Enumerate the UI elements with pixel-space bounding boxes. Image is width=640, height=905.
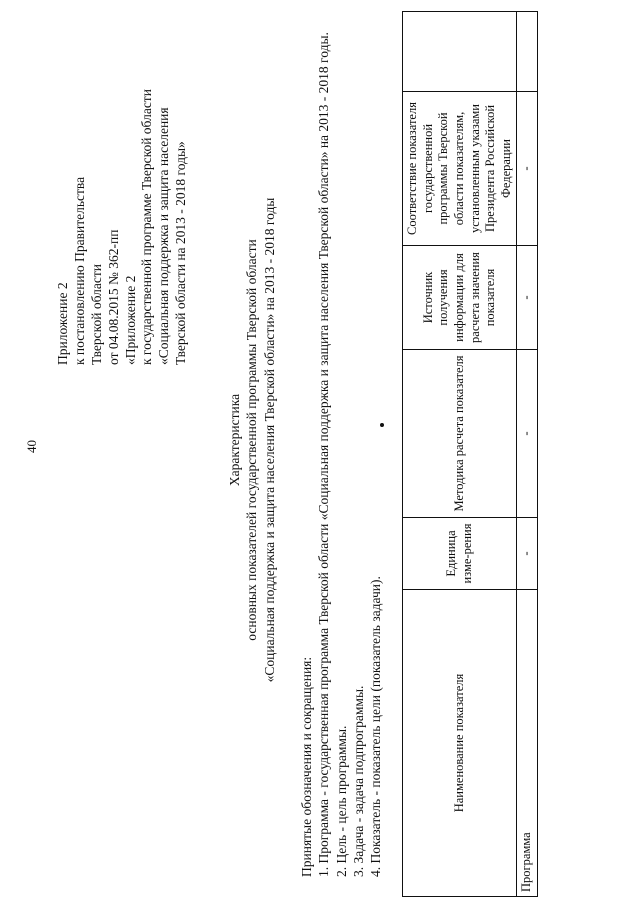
appendix-line: Тверской области: [88, 264, 104, 365]
legend-item: 2. Цель - цель программы.: [333, 725, 349, 877]
legend-item: 1. Программа - государственная программа Тверской области «Социальная поддержка и защита населения Тверской области» на 2013 - 2018 годы.: [316, 32, 332, 877]
row-compliance: -: [517, 92, 538, 246]
legend-intro: Принятые обозначения и сокращения:: [299, 656, 314, 877]
header-compliance: Соответствие показателя государственной программы Тверской области показателям, установленным указами Президента Российской Федерации: [403, 92, 517, 246]
legend-item: 4. Показатель - показатель цели (показатель задачи).: [368, 576, 384, 877]
page-number: 40: [24, 440, 39, 453]
appendix-line: к постановлению Правительства: [71, 176, 87, 365]
table-row: [517, 12, 538, 897]
appendix-line: от 04.08.2015 № 362-пп: [105, 229, 121, 365]
header-unit: Единица изме-рения: [403, 518, 517, 590]
heading-subtitle: основных показателей государственной программы Тверской области: [244, 239, 260, 641]
legend-item: 3. Задача - задача подпрограммы.: [350, 685, 366, 877]
row-name: Программа: [517, 590, 538, 897]
table-header-row: [403, 12, 517, 897]
row-empty: [517, 12, 538, 92]
header-method: Методика расчета показателя: [403, 350, 517, 518]
row-source: -: [517, 246, 538, 350]
header-source: Источник получения информации для расчета значения показателя: [403, 246, 517, 350]
row-unit: -: [517, 518, 538, 590]
indicators-table: [402, 11, 538, 897]
row-method: -: [517, 350, 538, 518]
appendix-line: к государственной программе Тверской области: [139, 89, 155, 365]
appendix-line: «Социальная поддержка и защита населения: [156, 107, 172, 365]
appendix-line: «Приложение 2: [122, 275, 138, 365]
heading-title: Характеристика: [227, 393, 242, 487]
scan-dot: [380, 423, 384, 427]
abbreviations-legend: [298, 17, 384, 877]
header-empty: [403, 12, 517, 92]
appendix-line: Приложение 2: [55, 282, 70, 365]
appendix-line: Тверской области на 2013 - 2018 годы»: [173, 141, 189, 365]
heading-subtitle: «Социальная поддержка и защита населения Тверской области» на 2013 - 2018 годы: [261, 197, 277, 683]
header-name: Наименование показателя: [403, 590, 517, 897]
document-heading: [226, 160, 278, 720]
appendix-block: [55, 0, 190, 365]
